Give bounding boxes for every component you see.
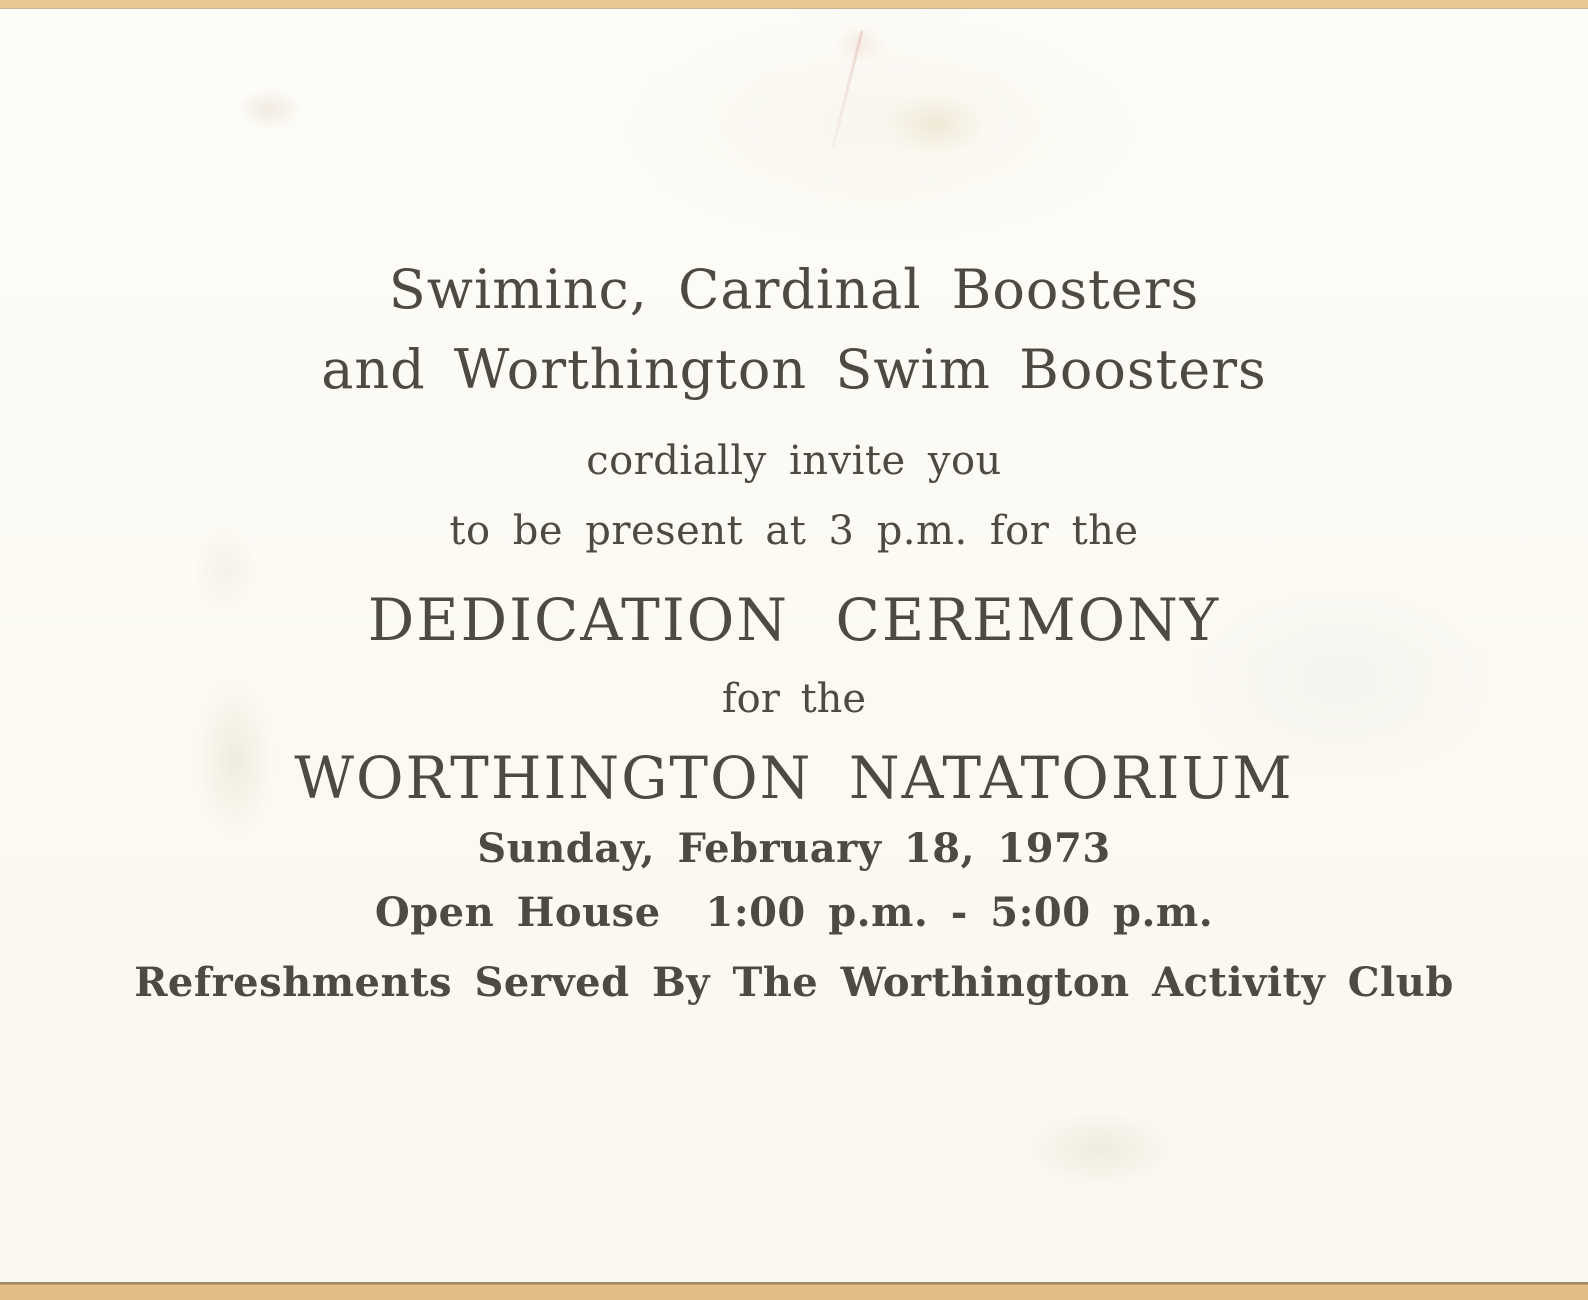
host-line-1: Swiminc, Cardinal Boosters [388,258,1200,321]
venue-title: WORTHINGTON NATATORIUM [294,744,1294,812]
host-line-2: and Worthington Swim Boosters [321,338,1267,401]
connector-line: for the [721,676,867,722]
event-time-line: to be present at 3 p.m. for the [449,508,1139,554]
open-house-hours-line: Open House 1:00 p.m. - 5:00 p.m. [374,889,1214,936]
refreshments-line: Refreshments Served By The Worthington Activity Club [134,959,1454,1006]
invitation-text-block [0,9,1588,1006]
event-date-line: Sunday, February 18, 1973 [477,825,1111,872]
invite-line: cordially invite you [586,438,1002,484]
invitation-card [0,8,1588,1284]
event-title: DEDICATION CEREMONY [367,586,1221,654]
